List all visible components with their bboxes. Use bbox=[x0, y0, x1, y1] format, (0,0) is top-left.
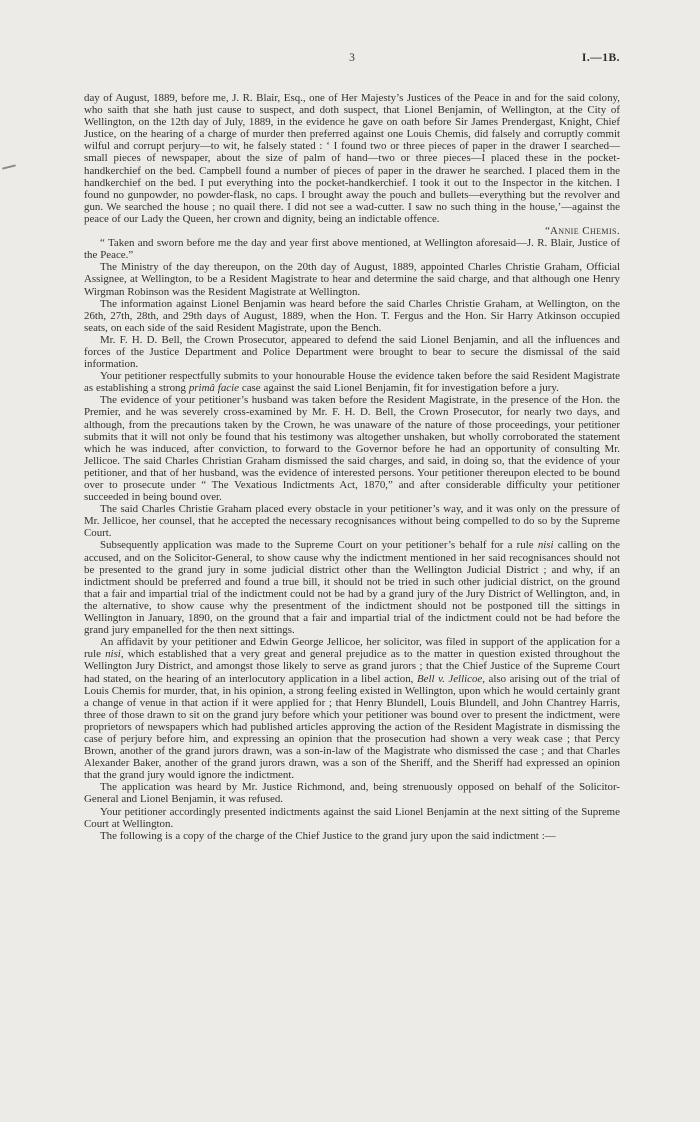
para-husband-evidence: The evidence of your petitioner’s husband was taken before the Resident Magistrate, in the presence of the Hon. the Premier, and he was severely cross-examined by Mr. F. H. D. Bell, the Crown Prosecutor, for nearly two days, and although, from the precautions taken by the Crown, he was unaware of the nature of those proceedings, your petitioner submits that it will not only be found that his testimony was altogether unshaken, but wholly corroborated the statement which he was induced, after conviction, to forward to the Governor before he had an opportunity of consulting Mr. Jellicoe. The said Charles Christian Graham dismissed the said charges, and said, in doing so, that the evidence of your petitioner, and that of her husband, was the evidence of interested persons. Your petitioner thereupon elected to be bound over to prosecute under “ The Vexatious Indictments Act, 1870,” and after considerable difficulty your petitioner succeeded in being bound over. bbox=[84, 394, 620, 504]
para-bell-prosecutor: Mr. F. H. D. Bell, the Crown Prosecutor, appeared to defend the said Lionel Benjamin, and all the influences and forces of the Justice Department and Police Department were brought to bear to secure the dismissal of the said information. bbox=[84, 333, 620, 371]
para-following-copy: The following is a copy of the charge of the Chief Justice to the grand jury upon the said indictment :— bbox=[100, 829, 556, 842]
para-ministry: The Ministry of the day thereupon, on the 20th day of August, 1889, appointed Charles Christie Graham, Official Assignee, at Wellington, to be a Resident Magistrate to hear and determine the said charge, and that although one Henry Wirgman Robinson was the Resident Magistrate at Wellington. bbox=[84, 261, 620, 298]
para-petitioner-submits: Your petitioner respectfully submits to your honourable House the evidence taken before the said Resident Magistrate as establishing a strong primâ facie case against the said Lionel Benjamin, fit for investigation before a jury. bbox=[84, 370, 620, 395]
page-number: 3 bbox=[349, 52, 355, 64]
para-affidavit: An affidavit by your petitioner and Edwin George Jellicoe, her solicitor, was filed in support of the application for a rule nisi, which established that a very great and general prejudice as to the matter in question existed throughout the Wellington Jury District, and amongst those likely to serve as grand jurors ; that the Chief Justice of the Supreme Court had stated, on the hearing of an interlocutory application in a libel action, Bell v. Jellicoe, also arising out of the trial of Louis Chemis for murder, that, in his opinion, a strong feeling existed in Wellington, upon which he would certainly grant a change of venue in that action if it were applied for ; that Henry Blundell, Louis Blundell, and John Chantrey Harris, three of those drawn to sit on the grand jury before which your petitioner was bound over to present the indictment, were proprietors of newspapers which had published articles approving the action of the Resident Magistrate in dismissing the case of perjury before him, and expressing an opinion that the prosecution had shown a very weak case ; that Percy Brown, another of the grand jurors drawn, was a son-in-law of the Magistrate who dismissed the case ; and that Charles Alexander Baker, another of the grand jurors drawn, was a son of the Sheriff, and the Sheriff had expressed an opinion that the grand jury would ignore the indictment. bbox=[84, 636, 620, 782]
para-attestation: “ Taken and sworn before me the day and year first above mentioned, at Wellington aforesaid—J. R. Blair, Justice of the Peace.” bbox=[84, 237, 620, 262]
margin-mark bbox=[2, 164, 16, 169]
paper-reference: I.—1B. bbox=[581, 52, 620, 64]
para-indictments-presented: Your petitioner accordingly presented indictments against the said Lionel Benjamin at the next sitting of the Supreme Court at Wellington. bbox=[84, 805, 620, 830]
para-application-refused: The application was heard by Mr. Justice Richmond, and, being strenuously opposed on behalf of the Solicitor-General and Lionel Benjamin, it was refused. bbox=[84, 781, 620, 806]
para-rule-nisi-application: Subsequently application was made to the Supreme Court on your petitioner’s behalf for a rule nisi calling on the accused, and on the Solicitor-General, to show cause why the indictment mentioned in her said recognisances should not be presented to the grand jury in some judicial district other than the Wellington Judicial District ; and why, if an indictment should be preferred and found a true bill, it should not be tried in such other judicial district, on the ground that a fair and impartial trial of the indictment could not be had by a grand jury of the Jury District of Wellington, and, in the alternative, to show cause why the presentment of the indictment should not be postponed till the sittings in Wellington in January, 1890, on the ground that a fair and impartial trial of the indictment could not be had before the grand jury empanelled for the then next sittings. bbox=[84, 539, 620, 637]
page-body bbox=[84, 92, 620, 842]
para-signature: “Annie Chemis. bbox=[545, 225, 620, 238]
para-graham-obstacle: The said Charles Christie Graham placed every obstacle in your petitioner’s way, and it was only on the pressure of Mr. Jellicoe, her counsel, that he accepted the necessary recognisances without being compelled to do so by the Supreme Court. bbox=[84, 503, 620, 540]
para-continuation: day of August, 1889, before me, J. R. Blair, Esq., one of Her Majesty’s Justices of the Peace in and for the said colony, who saith that she hath just cause to suspect, and doth suspect, that Lionel Benjamin, of Wellington, at the City of Wellington, on the 12th day of July, 1889, in the evidence he gave on oath before Sir James Prendergast, Knight, Chief Justice, on the hearing of a charge of murder then preferred against one Louis Chemis, did falsely and corruptly commit wilful and corrupt perjury—to wit, he falsely stated : ‘ I found two or three pieces of paper in the drawer I searched—small pieces of newspaper, about the size of palm of hand—two or three pieces—I placed these in the pocket-handkerchief on the bed. Campbell found a number of pieces of paper in the drawer he searched. I placed them in the handkerchief on the bed. I put everything into the pocket-handkerchief. I took it out to the Inspector in the kitchen. I found no gunpowder, no powder-flask, no caps. I brought away the pouch and bullets—everything but the revolver and gun. We searched the house ; no quail there. I did not see a wad-cutter. I saw no such thing in the house,’—against the peace of our Lady the Queen, her crown and dignity, being an indictable offence. bbox=[84, 92, 620, 225]
para-information-heard: The information against Lionel Benjamin was heard before the said Charles Christie Graham, at Wellington, on the 26th, 27th, 28th, and 29th days of August, 1889, when the Hon. T. Fergus and the Hon. Sir Harry Atkinson occupied seats, on each side of the said Resident Magistrate, upon the Bench. bbox=[84, 297, 620, 334]
